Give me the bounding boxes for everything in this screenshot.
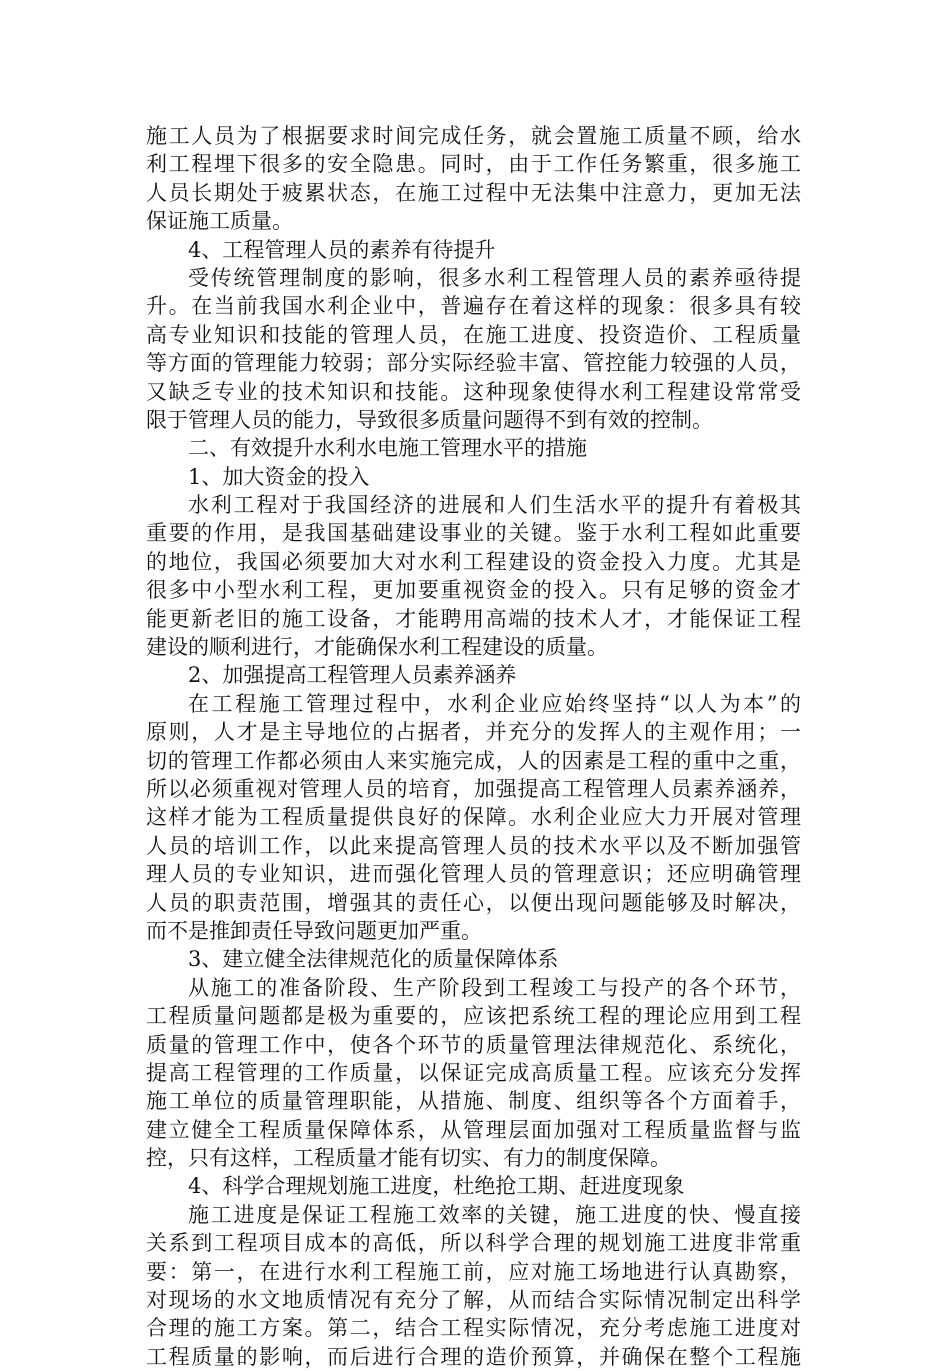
text-line: 控，只有这样，工程质量才能有切实、有力的制度保障。 (146, 1146, 671, 1171)
text-line: 切的管理工作都必须由人来实施完成，人的因素是工程的重中之重， (146, 748, 801, 773)
text-line: 所以必须重视对管理人员的培育，加强提高工程管理人员素养涵养， (146, 776, 801, 801)
text-line: 高专业知识和技能的管理人员，在施工进度、投资造价、工程质量 (146, 322, 801, 347)
document-body (146, 122, 801, 1371)
text-line: 提高工程管理的工作质量，以保证完成高质量工程。应该充分发挥 (146, 1060, 801, 1085)
text-line: 工程质量问题都是极为重要的，应该把系统工程的理论应用到工程 (146, 1004, 801, 1029)
text-line: 原则，人才是主导地位的占据者，并充分的发挥人的主观作用；一 (146, 720, 801, 745)
text-line: 重要的作用，是我国基础建设事业的关键。鉴于水利工程如此重要 (146, 521, 801, 546)
text-line: 要：第一，在进行水利工程施工前，应对施工场地进行认真勘察， (146, 1259, 801, 1284)
text-line: 理人员的专业知识，进而强化管理人员的管理意识；还应明确管理 (146, 862, 801, 887)
text-line: 施工单位的质量管理职能，从措施、制度、组织等各个方面着手， (146, 1089, 801, 1114)
text-line: 升。在当前我国水利企业中，普遍存在着这样的现象：很多具有较 (146, 294, 801, 319)
section-heading: 3、建立健全法律规范化的质量保障体系 (188, 947, 559, 972)
text-line: 这样才能为工程质量提供良好的保障。水利企业应大力开展对管理 (146, 805, 801, 830)
text-line: 从施工的准备阶段、生产阶段到工程竣工与投产的各个环节， (188, 975, 801, 1000)
text-line: 建设的顺利进行，才能确保水利工程建设的质量。 (146, 635, 608, 660)
text-line: 质量的管理工作中，使各个环节的质量管理法律规范化、系统化， (146, 1032, 801, 1057)
section-heading: 2、加强提高工程管理人员素养涵养 (188, 663, 517, 688)
text-line: 能更新老旧的施工设备，才能聘用高端的技术人才，才能保证工程 (146, 606, 801, 631)
text-line: 人员的职责范围，增强其的责任心，以便出现问题能够及时解决， (146, 890, 801, 915)
text-line: 等方面的管理能力较弱；部分实际经验丰富、管控能力较强的人员， (146, 351, 801, 376)
text-line: 关系到工程项目成本的高低，所以科学合理的规划施工进度非常重 (146, 1231, 801, 1256)
text-line: 施工进度是保证工程施工效率的关键，施工进度的快、慢直接 (188, 1202, 801, 1227)
text-line: 人员的培训工作，以此来提高管理人员的技术水平以及不断加强管 (146, 833, 801, 858)
section-heading: 4、工程管理人员的素养有待提升 (188, 237, 496, 262)
text-line: 施工人员为了根据要求时间完成任务，就会置施工质量不顾，给水 (146, 124, 801, 148)
section-heading: 1、加大资金的投入 (188, 464, 370, 489)
text-line: 很多中小型水利工程，更加要重视资金的投入。只有足够的资金才 (146, 578, 801, 603)
text-line: 保证施工质量。 (146, 209, 293, 234)
text-line: 在工程施工管理过程中，水利企业应始终坚持“以人为本”的 (188, 691, 801, 716)
text-line: 利工程埋下很多的安全隐患。同时，由于工作任务繁重，很多施工 (146, 152, 801, 177)
text-line: 而不是推卸责任导致问题更加严重。 (146, 918, 482, 943)
text-line: 人员长期处于疲累状态，在施工过程中无法集中注意力，更加无法 (146, 180, 801, 205)
section-heading: 二、有效提升水利水电施工管理水平的措施 (188, 436, 587, 461)
text-line: 的地位，我国必须要加大对水利工程建设的资金投入力度。尤其是 (146, 549, 801, 574)
text-line: 建立健全工程质量保障体系，从管理层面加强对工程质量监督与监 (146, 1117, 801, 1142)
text-line: 合理的施工方案。第二，结合工程实际情况，充分考虑施工进度对 (146, 1316, 801, 1341)
section-heading: 4、科学合理规划施工进度，杜绝抢工期、赶进度现象 (188, 1174, 685, 1199)
text-line: 限于管理人员的能力，导致很多质量问题得不到有效的控制。 (146, 407, 713, 432)
text-line: 工程质量的影响，而后进行合理的造价预算，并确保在整个工程施 (146, 1344, 801, 1369)
text-line: 对现场的水文地质情况有充分了解，从而结合实际情况制定出科学 (146, 1288, 801, 1313)
text-line: 水利工程对于我国经济的进展和人们生活水平的提升有着极其 (188, 493, 801, 518)
text-line: 又缺乏专业的技术知识和技能。这种现象使得水利工程建设常常受 (146, 379, 801, 404)
text-line: 受传统管理制度的影响，很多水利工程管理人员的素养亟待提 (188, 265, 801, 290)
